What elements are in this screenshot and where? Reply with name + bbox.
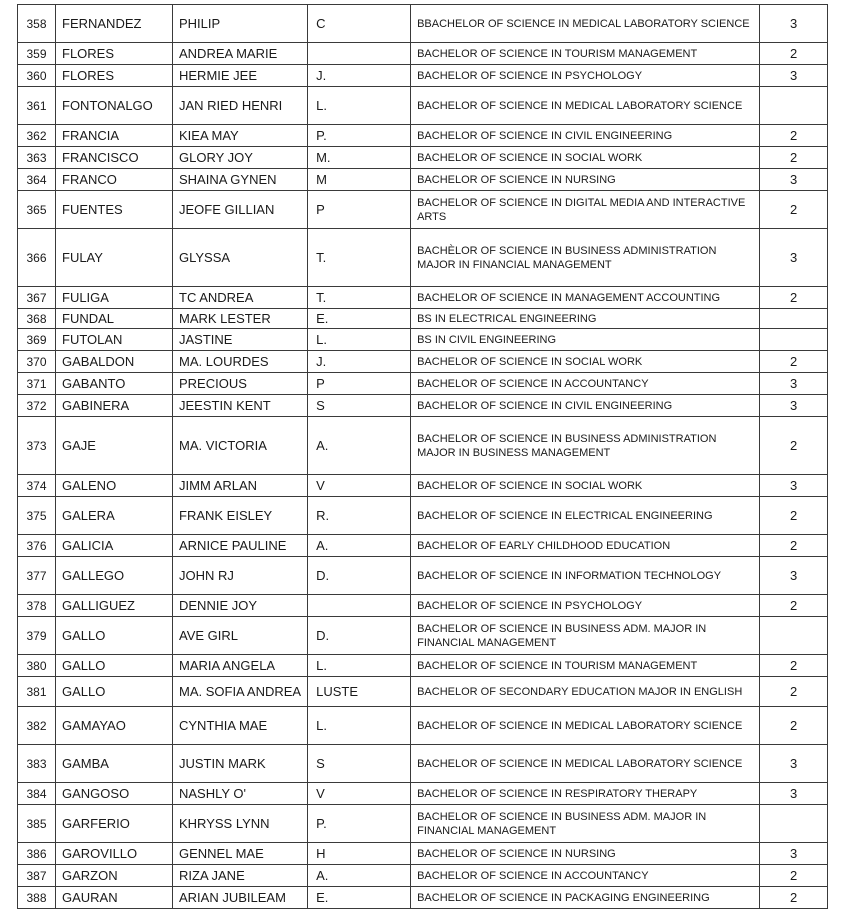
course-name: BS IN ELECTRICAL ENGINEERING <box>411 309 760 329</box>
year-level <box>760 805 828 843</box>
table-row <box>18 595 828 617</box>
table-row <box>18 5 828 43</box>
table-row <box>18 677 828 707</box>
table-row <box>18 417 828 475</box>
course-name: BACHELOR OF SCIENCE IN BUSINESS ADM. MAJOR IN FINANCIAL MANAGEMENT <box>411 617 760 655</box>
middle-initial: P. <box>308 805 411 843</box>
year-level: 2 <box>760 351 828 373</box>
course-name: BACHELOR OF SCIENCE IN SOCIAL WORK <box>411 475 760 497</box>
year-level: 2 <box>760 191 828 229</box>
first-name: GENNEL MAE <box>173 843 308 865</box>
year-level <box>760 617 828 655</box>
first-name: PHILIP <box>173 5 308 43</box>
row-number: 374 <box>18 475 56 497</box>
table-row <box>18 535 828 557</box>
first-name: MARIA ANGELA <box>173 655 308 677</box>
middle-initial <box>308 595 411 617</box>
first-name: MARK LESTER <box>173 309 308 329</box>
row-number: 361 <box>18 87 56 125</box>
middle-initial: L. <box>308 707 411 745</box>
last-name: GAMBA <box>56 745 173 783</box>
row-number: 359 <box>18 43 56 65</box>
year-level: 3 <box>760 5 828 43</box>
row-number: 386 <box>18 843 56 865</box>
first-name: KIEA MAY <box>173 125 308 147</box>
middle-initial: A. <box>308 865 411 887</box>
first-name: ANDREA MARIE <box>173 43 308 65</box>
year-level: 2 <box>760 595 828 617</box>
table-row <box>18 329 828 351</box>
year-level: 3 <box>760 65 828 87</box>
middle-initial: P <box>308 373 411 395</box>
last-name: GAJE <box>56 417 173 475</box>
course-name: BACHELOR OF SCIENCE IN PACKAGING ENGINEERING <box>411 887 760 909</box>
last-name: FULIGA <box>56 287 173 309</box>
last-name: FULAY <box>56 229 173 287</box>
course-name: BACHELOR OF SCIENCE IN MEDICAL LABORATORY SCIENCE <box>411 707 760 745</box>
row-number: 372 <box>18 395 56 417</box>
row-number: 368 <box>18 309 56 329</box>
course-name: BACHELOR OF SECONDARY EDUCATION MAJOR IN ENGLISH <box>411 677 760 707</box>
middle-initial: L. <box>308 655 411 677</box>
row-number: 381 <box>18 677 56 707</box>
first-name: SHAINA GYNEN <box>173 169 308 191</box>
first-name: JEOFE GILLIAN <box>173 191 308 229</box>
first-name: DENNIE JOY <box>173 595 308 617</box>
first-name: GLYSSA <box>173 229 308 287</box>
middle-initial: T. <box>308 229 411 287</box>
table-row <box>18 557 828 595</box>
student-list-table <box>17 4 828 909</box>
year-level: 2 <box>760 287 828 309</box>
last-name: GALLO <box>56 617 173 655</box>
row-number: 363 <box>18 147 56 169</box>
table-row <box>18 351 828 373</box>
table-row <box>18 497 828 535</box>
year-level: 3 <box>760 843 828 865</box>
last-name: GALERA <box>56 497 173 535</box>
course-name: BBACHELOR OF SCIENCE IN MEDICAL LABORATORY SCIENCE <box>411 5 760 43</box>
table-row <box>18 169 828 191</box>
row-number: 360 <box>18 65 56 87</box>
year-level: 3 <box>760 475 828 497</box>
first-name: PRECIOUS <box>173 373 308 395</box>
last-name: FERNANDEZ <box>56 5 173 43</box>
course-name: BACHELOR OF SCIENCE IN NURSING <box>411 843 760 865</box>
table-row <box>18 475 828 497</box>
first-name: MA. SOFIA ANDREA <box>173 677 308 707</box>
table-row <box>18 395 828 417</box>
last-name: GALICIA <box>56 535 173 557</box>
course-name: BACHELOR OF SCIENCE IN DIGITAL MEDIA AND INTERACTIVE ARTS <box>411 191 760 229</box>
table-row <box>18 843 828 865</box>
middle-initial: L. <box>308 87 411 125</box>
row-number: 373 <box>18 417 56 475</box>
course-name: BACHELOR OF SCIENCE IN MANAGEMENT ACCOUNTING <box>411 287 760 309</box>
last-name: FRANCISCO <box>56 147 173 169</box>
last-name: FRANCIA <box>56 125 173 147</box>
last-name: GARZON <box>56 865 173 887</box>
table-row <box>18 887 828 909</box>
middle-initial <box>308 43 411 65</box>
table-row <box>18 373 828 395</box>
row-number: 366 <box>18 229 56 287</box>
table-row <box>18 655 828 677</box>
year-level <box>760 329 828 351</box>
year-level: 2 <box>760 655 828 677</box>
table-row <box>18 229 828 287</box>
course-name: BACHELOR OF SCIENCE IN MEDICAL LABORATORY SCIENCE <box>411 745 760 783</box>
last-name: FLORES <box>56 65 173 87</box>
course-name: BACHELOR OF SCIENCE IN SOCIAL WORK <box>411 147 760 169</box>
row-number: 385 <box>18 805 56 843</box>
row-number: 370 <box>18 351 56 373</box>
first-name: HERMIE JEE <box>173 65 308 87</box>
course-name: BACHELOR OF SCIENCE IN TOURISM MANAGEMENT <box>411 43 760 65</box>
middle-initial: D. <box>308 617 411 655</box>
first-name: MA. LOURDES <box>173 351 308 373</box>
year-level: 3 <box>760 783 828 805</box>
row-number: 379 <box>18 617 56 655</box>
first-name: NASHLY O' <box>173 783 308 805</box>
first-name: JASTINE <box>173 329 308 351</box>
table-row <box>18 287 828 309</box>
row-number: 365 <box>18 191 56 229</box>
course-name: BACHELOR OF SCIENCE IN PSYCHOLOGY <box>411 65 760 87</box>
table-row <box>18 707 828 745</box>
table-row <box>18 309 828 329</box>
year-level: 2 <box>760 535 828 557</box>
year-level: 3 <box>760 395 828 417</box>
last-name: GAROVILLO <box>56 843 173 865</box>
year-level <box>760 309 828 329</box>
table-row <box>18 87 828 125</box>
first-name: FRANK EISLEY <box>173 497 308 535</box>
year-level: 2 <box>760 147 828 169</box>
last-name: GANGOSO <box>56 783 173 805</box>
middle-initial: M. <box>308 147 411 169</box>
middle-initial: V <box>308 475 411 497</box>
middle-initial: C <box>308 5 411 43</box>
table-row <box>18 865 828 887</box>
last-name: GABALDON <box>56 351 173 373</box>
year-level: 2 <box>760 497 828 535</box>
middle-initial: L. <box>308 329 411 351</box>
middle-initial: E. <box>308 887 411 909</box>
table-row <box>18 745 828 783</box>
table-row <box>18 43 828 65</box>
last-name: GALLIGUEZ <box>56 595 173 617</box>
last-name: GALENO <box>56 475 173 497</box>
middle-initial: A. <box>308 535 411 557</box>
year-level: 3 <box>760 169 828 191</box>
table-row <box>18 617 828 655</box>
first-name: MA. VICTORIA <box>173 417 308 475</box>
first-name: JOHN RJ <box>173 557 308 595</box>
course-name: BACHELOR OF SCIENCE IN PSYCHOLOGY <box>411 595 760 617</box>
middle-initial: P <box>308 191 411 229</box>
course-name: BACHELOR OF SCIENCE IN ACCOUNTANCY <box>411 373 760 395</box>
year-level: 2 <box>760 707 828 745</box>
row-number: 382 <box>18 707 56 745</box>
year-level: 3 <box>760 229 828 287</box>
table-row <box>18 125 828 147</box>
middle-initial: P. <box>308 125 411 147</box>
first-name: JUSTIN MARK <box>173 745 308 783</box>
course-name: BACHÈLOR OF SCIENCE IN BUSINESS ADMINISTRATION MAJOR IN FINANCIAL MANAGEMENT <box>411 229 760 287</box>
year-level: 2 <box>760 865 828 887</box>
table-row <box>18 65 828 87</box>
course-name: BACHELOR OF SCIENCE IN SOCIAL WORK <box>411 351 760 373</box>
first-name: JEESTIN KENT <box>173 395 308 417</box>
last-name: GALLEGO <box>56 557 173 595</box>
last-name: GABINERA <box>56 395 173 417</box>
row-number: 388 <box>18 887 56 909</box>
row-number: 380 <box>18 655 56 677</box>
last-name: FUTOLAN <box>56 329 173 351</box>
course-name: BACHELOR OF SCIENCE IN NURSING <box>411 169 760 191</box>
row-number: 377 <box>18 557 56 595</box>
row-number: 369 <box>18 329 56 351</box>
last-name: GARFERIO <box>56 805 173 843</box>
first-name: JIMM ARLAN <box>173 475 308 497</box>
course-name: BACHELOR OF SCIENCE IN INFORMATION TECHNOLOGY <box>411 557 760 595</box>
table-row <box>18 191 828 229</box>
first-name: AVE GIRL <box>173 617 308 655</box>
first-name: RIZA JANE <box>173 865 308 887</box>
first-name: ARIAN JUBILEAM <box>173 887 308 909</box>
table-body <box>18 5 828 909</box>
first-name: TC ANDREA <box>173 287 308 309</box>
table-row <box>18 147 828 169</box>
middle-initial: M <box>308 169 411 191</box>
first-name: ARNICE PAULINE <box>173 535 308 557</box>
course-name: BACHELOR OF EARLY CHILDHOOD EDUCATION <box>411 535 760 557</box>
first-name: JAN RIED HENRI <box>173 87 308 125</box>
row-number: 362 <box>18 125 56 147</box>
middle-initial: D. <box>308 557 411 595</box>
course-name: BACHELOR OF SCIENCE IN RESPIRATORY THERAPY <box>411 783 760 805</box>
course-name: BS IN CIVIL ENGINEERING <box>411 329 760 351</box>
row-number: 364 <box>18 169 56 191</box>
year-level <box>760 87 828 125</box>
course-name: BACHELOR OF SCIENCE IN BUSINESS ADMINISTRATION MAJOR IN BUSINESS MANAGEMENT <box>411 417 760 475</box>
middle-initial: V <box>308 783 411 805</box>
row-number: 367 <box>18 287 56 309</box>
middle-initial: J. <box>308 351 411 373</box>
last-name: GALLO <box>56 677 173 707</box>
last-name: FUNDAL <box>56 309 173 329</box>
first-name: KHRYSS LYNN <box>173 805 308 843</box>
last-name: FLORES <box>56 43 173 65</box>
year-level: 2 <box>760 125 828 147</box>
row-number: 378 <box>18 595 56 617</box>
table-row <box>18 805 828 843</box>
first-name: CYNTHIA MAE <box>173 707 308 745</box>
middle-initial: A. <box>308 417 411 475</box>
last-name: GALLO <box>56 655 173 677</box>
course-name: BACHELOR OF SCIENCE IN BUSINESS ADM. MAJOR IN FINANCIAL MANAGEMENT <box>411 805 760 843</box>
middle-initial: S <box>308 395 411 417</box>
course-name: BACHELOR OF SCIENCE IN ACCOUNTANCY <box>411 865 760 887</box>
middle-initial: T. <box>308 287 411 309</box>
course-name: BACHELOR OF SCIENCE IN CIVIL ENGINEERING <box>411 395 760 417</box>
row-number: 384 <box>18 783 56 805</box>
row-number: 383 <box>18 745 56 783</box>
course-name: BACHELOR OF SCIENCE IN TOURISM MANAGEMENT <box>411 655 760 677</box>
middle-initial: S <box>308 745 411 783</box>
last-name: GABANTO <box>56 373 173 395</box>
middle-initial: E. <box>308 309 411 329</box>
last-name: FUENTES <box>56 191 173 229</box>
first-name: GLORY JOY <box>173 147 308 169</box>
course-name: BACHELOR OF SCIENCE IN MEDICAL LABORATORY SCIENCE <box>411 87 760 125</box>
last-name: GAMAYAO <box>56 707 173 745</box>
row-number: 371 <box>18 373 56 395</box>
table-row <box>18 783 828 805</box>
middle-initial: J. <box>308 65 411 87</box>
last-name: FONTONALGO <box>56 87 173 125</box>
year-level: 3 <box>760 745 828 783</box>
course-name: BACHELOR OF SCIENCE IN ELECTRICAL ENGINEERING <box>411 497 760 535</box>
row-number: 375 <box>18 497 56 535</box>
last-name: FRANCO <box>56 169 173 191</box>
year-level: 2 <box>760 417 828 475</box>
year-level: 2 <box>760 887 828 909</box>
middle-initial: R. <box>308 497 411 535</box>
year-level: 2 <box>760 43 828 65</box>
row-number: 358 <box>18 5 56 43</box>
year-level: 3 <box>760 373 828 395</box>
row-number: 376 <box>18 535 56 557</box>
row-number: 387 <box>18 865 56 887</box>
year-level: 3 <box>760 557 828 595</box>
middle-initial: LUSTE <box>308 677 411 707</box>
course-name: BACHELOR OF SCIENCE IN CIVIL ENGINEERING <box>411 125 760 147</box>
year-level: 2 <box>760 677 828 707</box>
last-name: GAURAN <box>56 887 173 909</box>
middle-initial: H <box>308 843 411 865</box>
